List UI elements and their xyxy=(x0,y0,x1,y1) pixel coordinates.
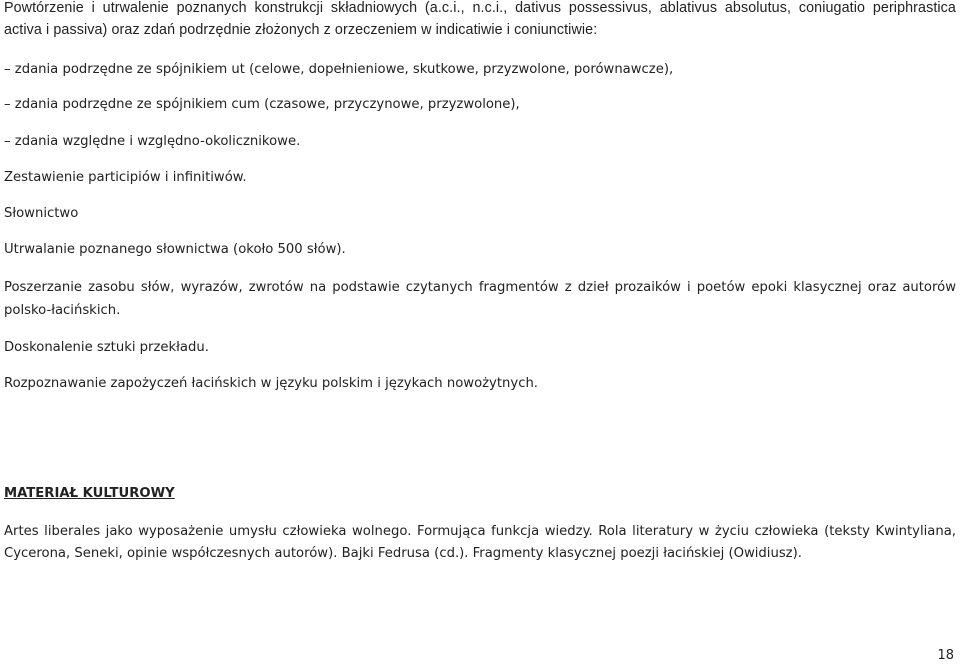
material-heading: MATERIAŁ KULTUROWY xyxy=(4,486,175,501)
vocab-item-2-line-2: polsko-łacińskich. xyxy=(4,303,121,318)
list-item-ut: – zdania podrzędne ze spójnikiem ut (celowe, dopełnieniowe, skutkowe, przyzwolone, porównawcze), xyxy=(4,62,674,77)
intro-line-1: Powtórzenie i utrwalenie poznanych konstrukcji składniowych (a.c.i., n.c.i., dativus possessivus, ablativus absolutus, coniugatio periphrastica xyxy=(4,0,956,16)
list-item-relative: – zdania względne i względno-okolicznikowe. xyxy=(4,134,301,149)
intro-line-2: activa i passiva) oraz zdań podrzędnie złożonych z orzeczeniem w indicatiwie i coniunctiwie: xyxy=(4,22,598,38)
participles-text: Zestawienie participiów i infinitiwów. xyxy=(4,170,247,185)
vocab-item-2-line-1: Poszerzanie zasobu słów, wyrazów, zwrotów na podstawie czytanych fragmentów z dzieł prozaików i poetów epoki klasycznej oraz autorów xyxy=(4,280,956,295)
vocab-item-1: Utrwalanie poznanego słownictwa (około 500 słów). xyxy=(4,242,346,257)
vocab-item-4: Rozpoznawanie zapożyczeń łacińskich w języku polskim i językach nowożytnych. xyxy=(4,376,538,391)
vocab-item-3: Doskonalenie sztuki przekładu. xyxy=(4,340,209,355)
material-line-1: Artes liberales jako wyposażenie umysłu człowieka wolnego. Formująca funkcja wiedzy. Rola literatury w życiu człowieka (teksty Kwintyliana, xyxy=(4,524,956,539)
material-line-2: Cycerona, Seneki, opinie współczesnych autorów). Bajki Fedrusa (cd.). Fragmenty klasycznej poezji łacińskiej (Owidiusz). xyxy=(4,546,802,561)
page-number: 18 xyxy=(937,648,954,663)
list-item-cum: – zdania podrzędne ze spójnikiem cum (czasowe, przyczynowe, przyzwolone), xyxy=(4,97,520,112)
vocab-heading: Słownictwo xyxy=(4,206,79,221)
